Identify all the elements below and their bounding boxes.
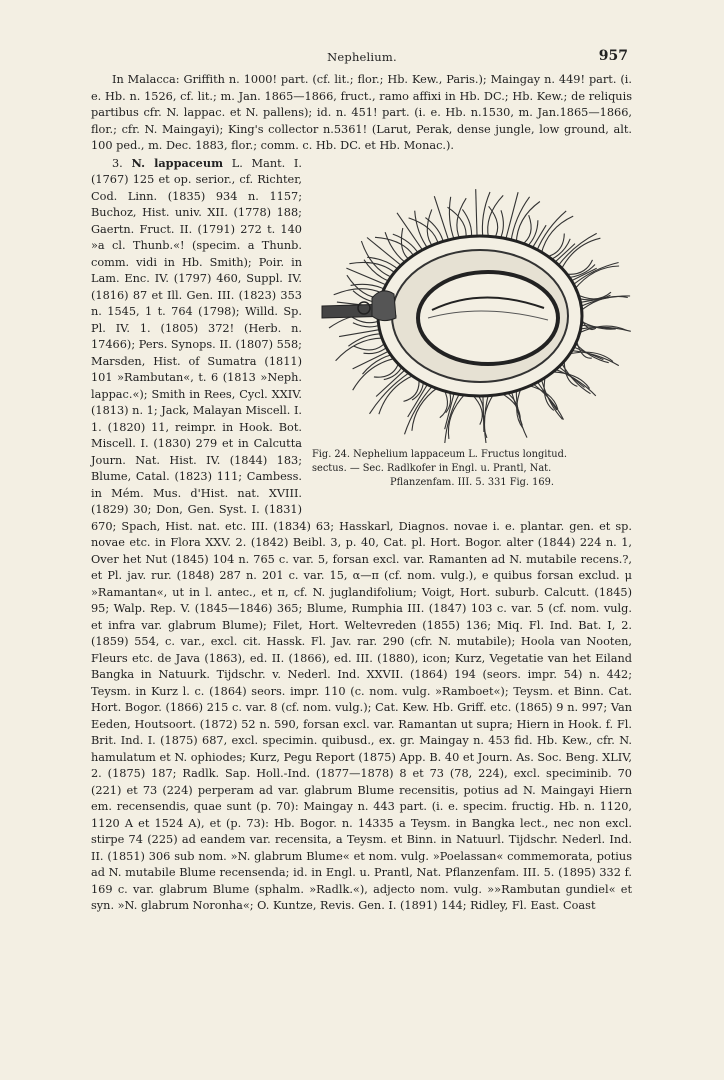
fruit-hair: [511, 196, 530, 241]
fruit-hair: [572, 262, 619, 285]
figure-caption: [312, 448, 632, 490]
fruit-hair: [393, 234, 419, 254]
caption-line-3: Pflanzenfam. III. 5. 331 Fig. 169.: [390, 476, 554, 488]
fruit-hair: [484, 393, 494, 438]
fruit-hair: [375, 237, 415, 257]
species-citations: L. Mant. I. (1767) 125 et op. serior., cf. Richter, Cod. Linn. (1835) 934 n. 1157; Buchoz, Hist. univ. XII. (1778) 188; Gaertn. Fruct. II. (1791) 272 t. 140 »a cl. Thunb.«! (specim. a Thunb. comm. vidi in Hb. Smith); Poir. in Lam. Enc. IV. (1797) 460, Suppl. IV. (1816) 87 et Ill. Gen. III. (1823) 353 n. 1545, 1 t. 764 (1798); Willd. Sp. Pl. IV. 1. (1805) 372! (Herb. n. 17466); Pers. Synops. II. (1807) 558; Marsden, Hist. of Sumatra (1811) 101 »Rambutan«, t. 6 (1813 »Neph. lappac.«); Smith in Rees, Cycl. XXIV. (1813) n. 1; Jack, Malayan Miscell. I. 1. (1820) 11, reimpr. in Hook. Bot. Miscell. I. (1830) 279 et in Calcutta Journ. Nat. Hist. IV. (1844) 183; Blume, Catal. (1823) 111; Cambess. in Mém. Mus. d'Hist. nat. XVIII. (1829) 30; Don, Gen. Syst. I. (1831) 670; Spach, Hist. nat. etc. III. (1834) 63; Hasskarl, Diagnos. novae i. e. plantar. gen. et sp. novae etc. in Flora XXV. 2. (1842) Beibl. 3, p. 40, Cat. pl. Hort. Bogor. alter (1844) 224 n. 1, Over het Nut (1845) 104 n. 765 c. var. 5, forsan excl. var. Ramanten ad N. mutabile recens.?, et Pl. jav. rur. (1848) 287 n. 201 c. var. 15, α—π (cf. nom. vulg.), e quibus forsan exclud. μ »Ramantan«, ut in l. antec., et π, cf. N. juglandifolium; Voigt, Hort. suburb. Calcutt. (1845) 95; Walp. Rep. V. (1845—1846) 365; Blume, Rumphia III. (1847) 103 c. var. 5 (cf. nom. vulg. et infra var. glabrum Blume); Filet, Hort. Weltevreden (1855) 136; Miq. Fl. Ind. Bat. I, 2. (1859) 554, c. var., excl. cit. Hassk. Fl. Jav. rar. 290 (cfr. N. mutabile); Hoola van Nooten, Fleurs etc. de Java (1863), ed. II. (1866), ed. III. (1880), icon; Kurz, Vegetatie van het Eiland Bangka in Natuurk. Tijdschr. v. Nederl. Ind. XXVII. (1864) 194 (seors. impr. 54) n. 442; Teysm. in Kurz l. c. (1864) seors. impr. 110 (c. nom. vulg. »Ramboet«); Teysm. et Binn. Cat. Hort. Bogor. (1866) 215 c. var. 8 (cf. nom. vulg.); Cat. Kew. Hb. Griff. etc. (1865) 9 n. 997; Van Eeden, Houtsoort. (1872) 52 n. 590, forsan excl. var. Ramantan ut supra; Hiern in Hook. f. Fl. Brit. Ind. I. (1875) 687, excl. specimin. quibusd., ex. gr. Maingay n. 453 fid. Hb. Kew., cfr. N. hamulatum et N. ophiodes; Kurz, Pegu Report (1875) App. B. 40 et Journ. As. Soc. Beng. XLIV, 2. (1875) 187; Radlk. Sap. Holl.-Ind. (1877—1878) 8 et 73 (78, 224), excl. speciminib. 70 (221) et 73 (224) perperam ad var. glabrum Blume recensitis, potius ad N. Maingayi Hiern em. recensendis, quae sunt (p. 70): Maingay n. 443 part. (i. e. specim. fructig. Hb. n. 1120, 1120 A et 1524 A), et (p. 73): Hb. Bogor. n. 14335 a Teysm. in Bangka lect., nec non excl. stirpe 74 (225) ad eandem var. recensita, a Teysm. et Binn. in Natuurl. Tijdschr. Nederl. Ind. II. (1851) 306 sub nom. »N. glabrum Blume« et nom. vulg. »Poelassan« commemorata, potius ad N. mutabile Blume recensenda; id. in Engl. u. Prantl, Nat. Pflanzenfam. III. 5. (1895) 332 f. 169 c. var. glabrum Blume (sphalm. »Radlk.«), adjecto nom. vulg. »»Rambutan gundiel« et syn. »N. glabrum Noronha«; O. Kuntze, Revis. Gen. I. (1891) 144; Ridley, Fl. East. Coast: [91, 156, 632, 912]
fruit-hair: [339, 329, 381, 336]
page-number: 957: [598, 48, 628, 64]
fruit-hair: [449, 196, 454, 240]
fruit-hair: [541, 216, 573, 254]
fruit-hair: [561, 361, 591, 393]
fruit-hair: [348, 333, 382, 346]
fruit-hair: [434, 196, 449, 242]
fruit-hair: [385, 232, 406, 263]
fruit-hair: [527, 220, 538, 247]
fruit-hair: [489, 206, 498, 239]
running-head: [0, 46, 724, 70]
paragraph-malacca: In Malacca: Griffith n. 1000! part. (cf. lit.; flor.; Hb. Kew., Paris.); Maingay n. 449! part. (i. e. Hb. n. 1526, cf. lit.; m. Jan. 1865—1866, fruct., ramo affixi in Hb. DC.; Hb. Kew.; de reliquis partibus cfr. N. lappac. et N. pallens); id. n. 451! part. (i. e. Hb. n.1530, m. Jan.1865—1866, flor.; cfr. N. Maingayi); King's collector n.5361! (Larut, Perak, dense jungle, low ground, alt. 100 ped., m. Dec. 1883, flor.; comm. c. Hb. DC. et Hb. Monac.).: [91, 73, 632, 152]
caption-line-2: sectus. — Sec. Radlkofer in Engl. u. Prantl, Nat.: [312, 462, 552, 474]
fruit-hair: [471, 393, 482, 424]
species-name: N. lappaceum: [131, 155, 224, 170]
fruit-hair: [353, 322, 381, 326]
rambutan-fruit-illustration: [312, 158, 632, 443]
caption-line-1: Fig. 24. Nephelium lappaceum L. Fructus longitud.: [312, 448, 567, 460]
fruit-hair: [554, 243, 575, 263]
fruit-hair: [457, 198, 466, 239]
fruit-hair: [500, 210, 504, 239]
fruit-hair: [405, 385, 434, 434]
fruit-hair: [505, 192, 518, 240]
fruit-hair: [404, 377, 420, 401]
fruit-hair: [482, 192, 490, 238]
fruit-hair: [476, 189, 477, 238]
fruit-hair: [401, 228, 410, 260]
species-number: 3.: [112, 156, 123, 170]
fruit-hair: [516, 201, 540, 243]
running-head-title: Nephelium.: [327, 50, 397, 64]
figure-fig-24: [312, 158, 632, 505]
body-text: [91, 72, 632, 915]
fruit-hair: [415, 210, 429, 249]
